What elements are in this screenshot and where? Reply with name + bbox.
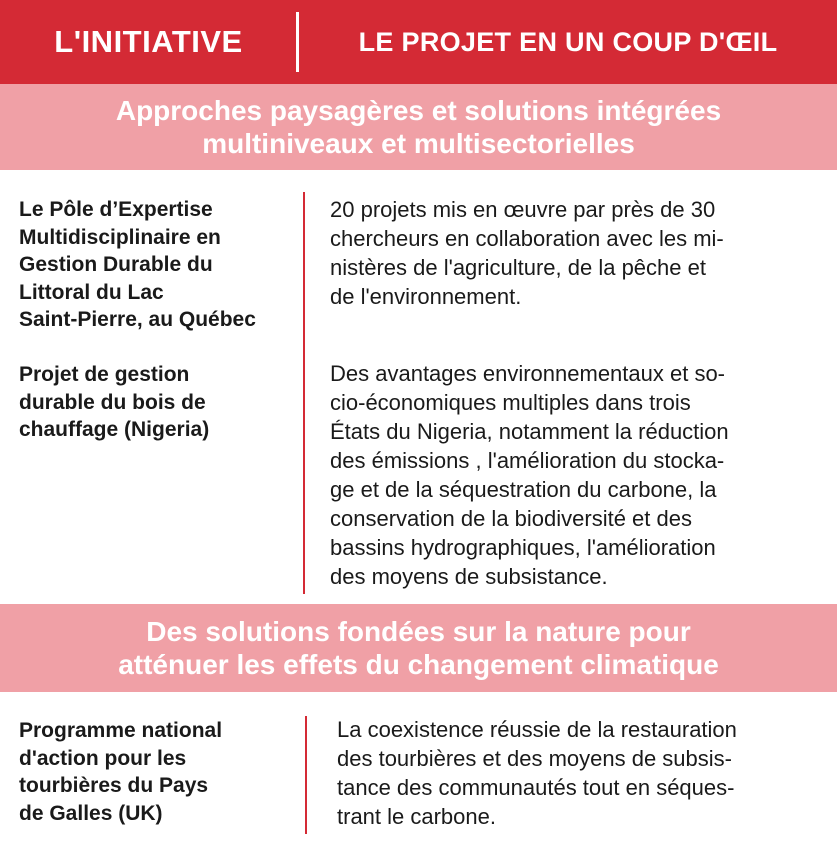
section-heading-line: multiniveaux et multisectorielles	[202, 128, 635, 159]
initiative-title-wales	[19, 717, 299, 827]
header-project-label: LE PROJET EN UN COUP D'ŒIL	[358, 26, 778, 57]
section-heading-landscape	[0, 84, 837, 170]
title-line: Multidisciplinaire en	[19, 225, 221, 249]
title-line: tourbières du Pays	[19, 774, 209, 797]
desc-line: conservation de la biodiversité et des	[330, 506, 692, 531]
desc-line: des émissions , l'amélioration du stocka-	[330, 448, 725, 473]
desc-line: trant le carbone.	[337, 804, 496, 829]
title-line: durable du bois de	[19, 390, 206, 414]
title-line: Gestion Durable du	[19, 253, 213, 276]
header-initiative-label: L'INITIATIVE	[54, 24, 243, 59]
desc-line: 20 projets mis en œuvre par près de 30	[330, 197, 716, 222]
desc-line: cio-économiques multiples dans trois	[330, 390, 691, 415]
section-heading-line: atténuer les effets du changement climatique	[118, 649, 719, 680]
title-line: Projet de gestion	[19, 363, 190, 386]
initiative-title-quebec	[19, 196, 299, 334]
project-description-nigeria	[330, 359, 830, 591]
title-line: chauffage (Nigeria)	[19, 418, 210, 441]
title-line: d'action pour les	[19, 746, 187, 770]
desc-line: nistères de l'agriculture, de la pêche et	[330, 255, 706, 280]
project-description-wales	[337, 715, 837, 831]
section-heading-nature-based	[0, 604, 837, 692]
desc-line: de l'environnement.	[330, 284, 522, 309]
desc-line: ge et de la séquestration du carbone, la	[330, 477, 717, 502]
desc-line: Des avantages environnementaux et so-	[330, 361, 726, 386]
desc-line: tance des communautés tout en séques-	[337, 775, 735, 800]
project-description-quebec	[330, 195, 830, 311]
title-line: Programme national	[19, 719, 223, 742]
section-heading-line: Des solutions fondées sur la nature pour	[146, 616, 691, 647]
initiative-title-nigeria	[19, 361, 299, 444]
header-bar	[0, 0, 837, 84]
column-divider	[305, 716, 307, 834]
title-line: de Galles (UK)	[19, 801, 163, 825]
title-line: Le Pôle d’Expertise	[19, 198, 213, 221]
desc-line: des tourbières et des moyens de subsis-	[337, 746, 732, 771]
desc-line: La coexistence réussie de la restauration	[337, 717, 737, 742]
desc-line: chercheurs en collaboration avec les mi-	[330, 226, 724, 251]
title-line: Saint-Pierre, au Québec	[19, 308, 256, 331]
desc-line: des moyens de subsistance.	[330, 564, 608, 589]
desc-line: bassins hydrographiques, l'amélioration	[330, 535, 716, 560]
desc-line: États du Nigeria, notamment la réduction	[330, 419, 729, 444]
section-heading-line: Approches paysagères et solutions intégrées	[115, 95, 722, 126]
title-line: Littoral du Lac	[19, 280, 164, 304]
column-divider	[303, 192, 305, 594]
